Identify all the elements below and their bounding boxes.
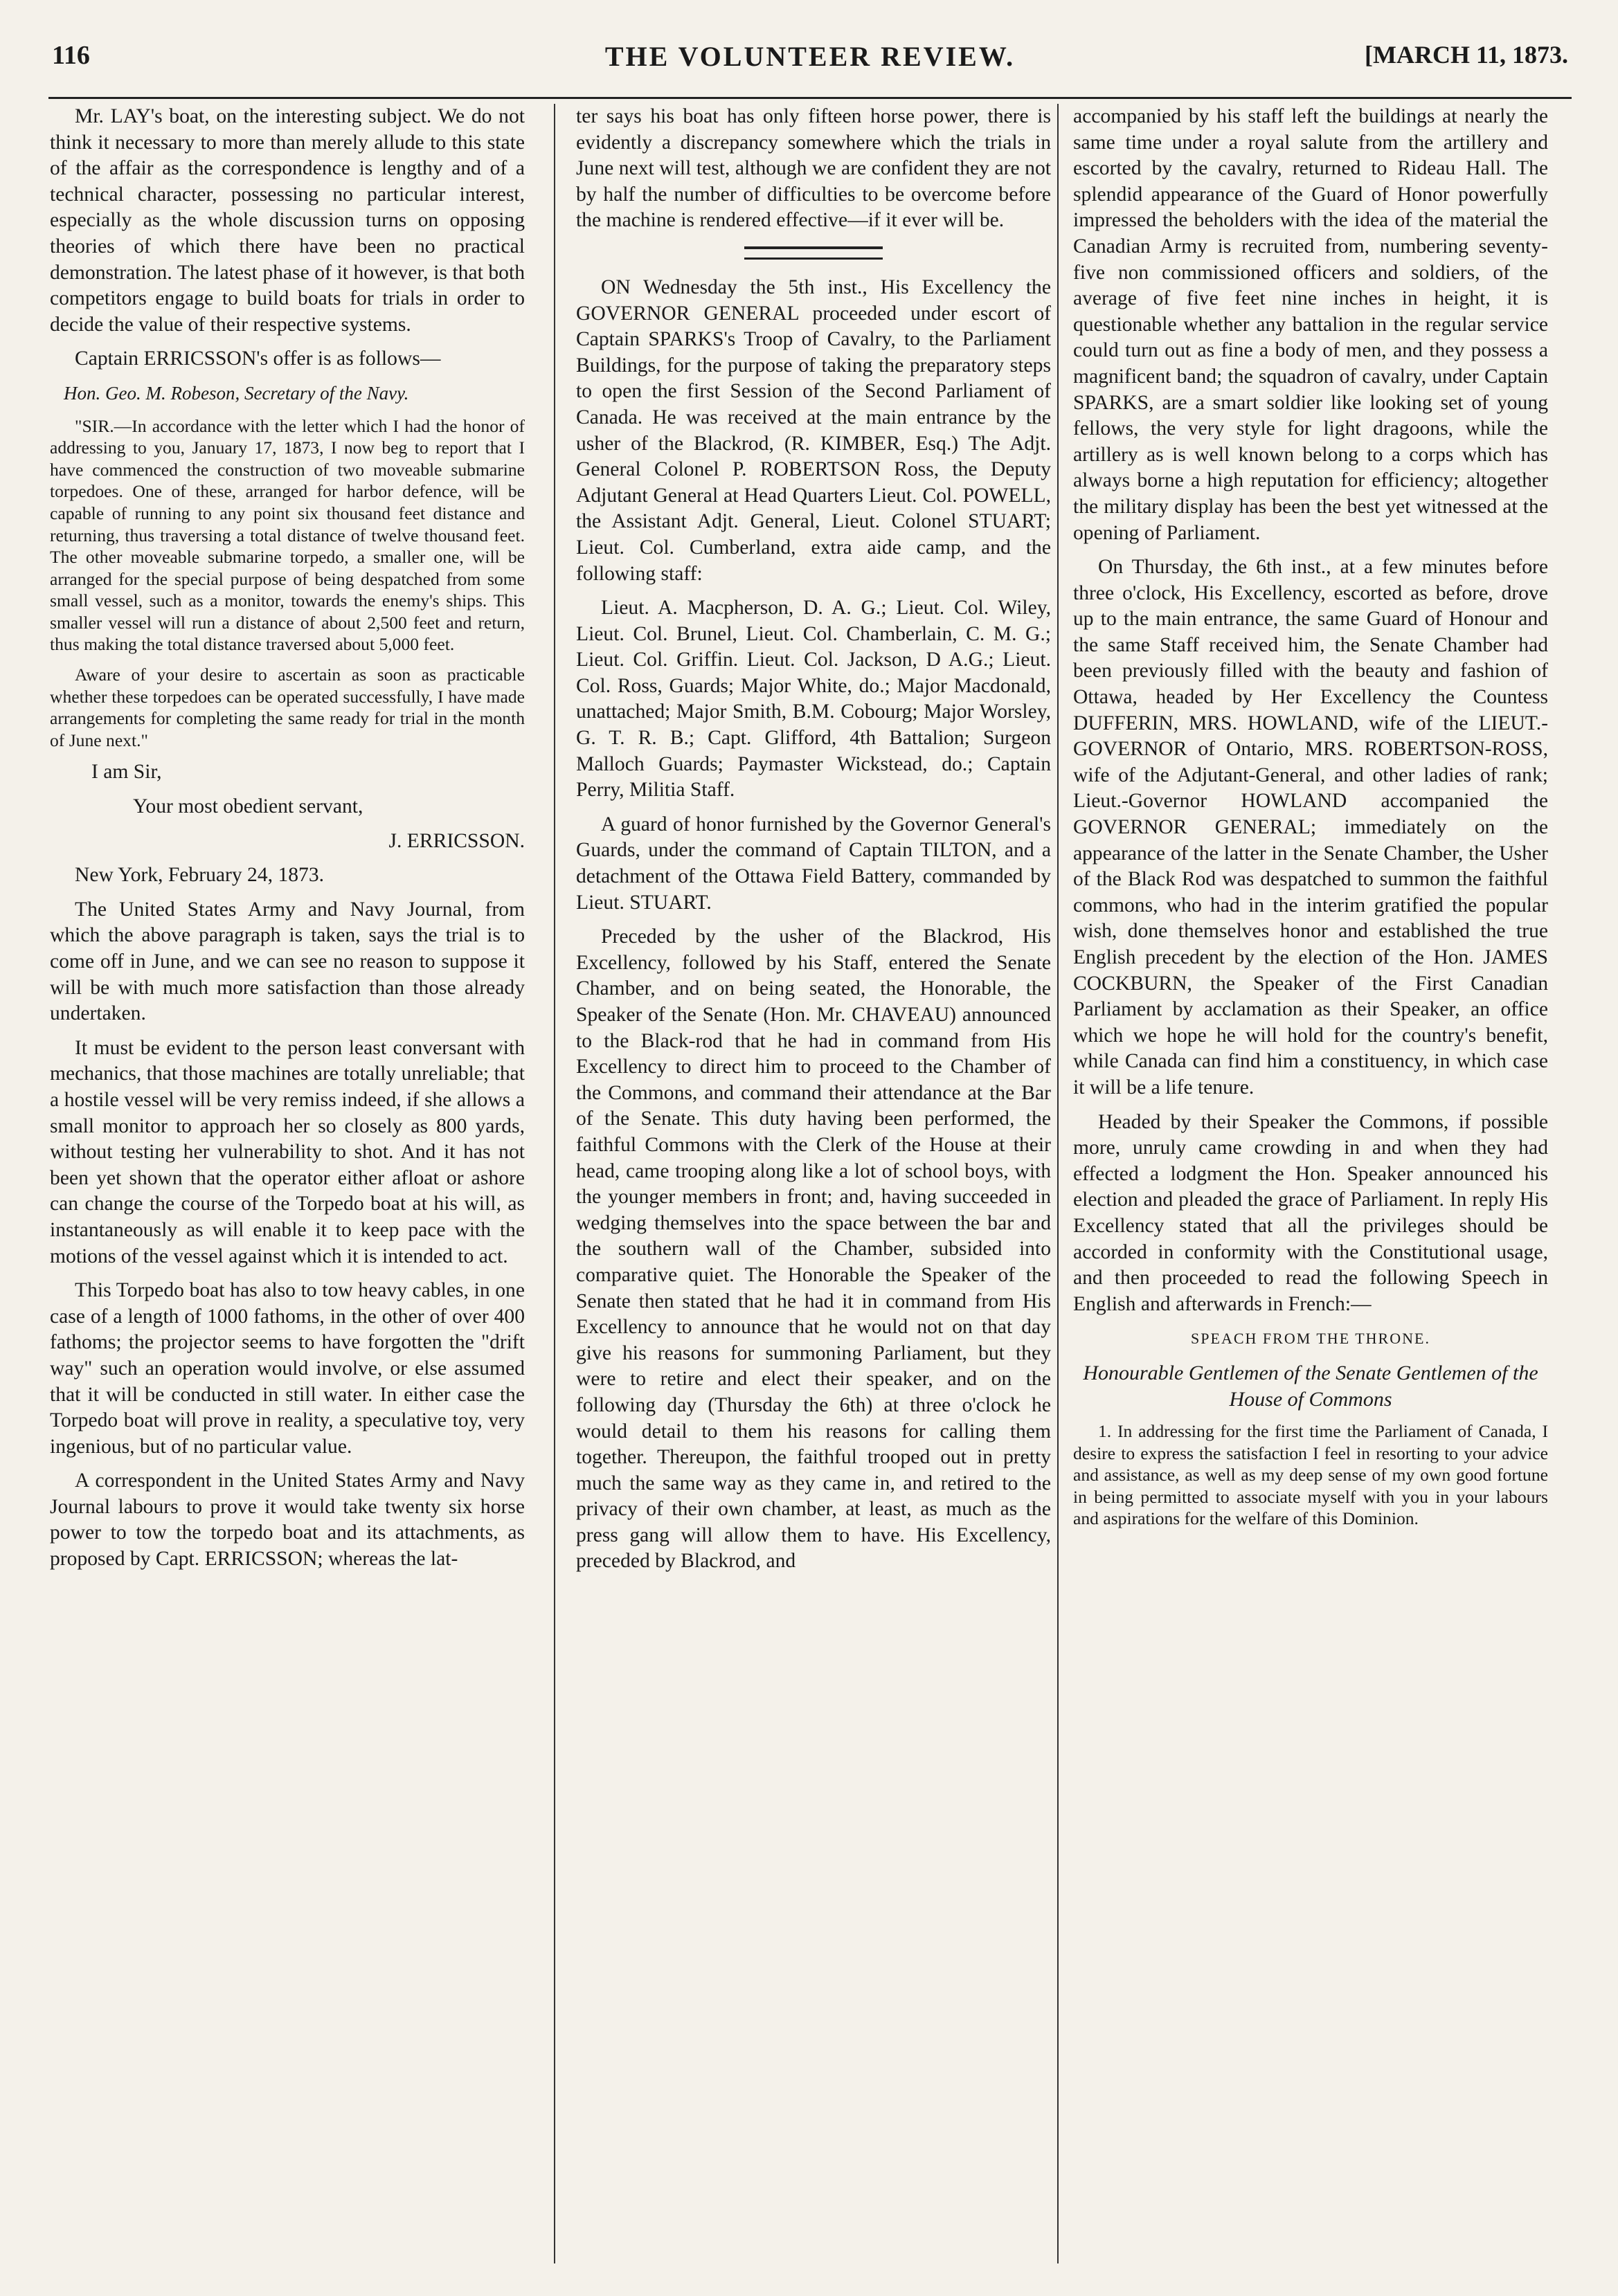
paragraph: A correspondent in the United States Army and Navy Journal labours to prove it would take twenty six horse power to tow the torpedo boat and its attachments, as proposed by Capt. ERRICSSON; whereas the lat- [50,1470,525,1571]
paragraph: Captain ERRICSSON's offer is as follows— [75,347,441,370]
dateline: New York, February 24, 1873. [75,864,325,887]
paragraph: The United States Army and Navy Journal, from which the above paragraph is taken, says the trial is to come off in June, and we can see no reason to suppose it will be with much more satisfaction than those already undertaken. [50,898,525,1025]
column-3 [1073,104,1548,2263]
paragraph: This Torpedo boat has also to tow heavy cables, in one case of a length of 1000 fathoms, in the other of over 400 fathoms; the projector seems to have forgotten the "drift way" such an operation would involve, or else assumed that it will be conducted in still water. In either case the Torpedo boat will prove in reality, a speculative toy, very ingenious, but of no particular value. [50,1279,525,1458]
section-separator [744,246,883,260]
page-header [52,40,1568,82]
paragraph: Lieut. A. Macpherson, D. A. G.; Lieut. Col. Wiley, Lieut. Col. Brunel, Lieut. Col. Chamberlain, C. M. G.; Lieut. Col. Griffin. Lieut. Col. Jackson, D A.G.; Lieut. Col. Ross, Guards; Major White, do.; Major Macdonald, unattached; Major Smith, B.M. Cobourg; Major Worsley, G. T. R. B.; Capt. Glifford, 4th Battalion; Surgeon Malloch Guards; Paymaster Wickstead, do.; Captain Perry, Militia Staff. [576,597,1051,802]
column-1 [50,104,525,2263]
paragraph: Mr. LAY's boat, on the interesting subject. We do not think it necessary to more than merely allude to this state of the affair as the correspondence is lengthy and of a technical character, possessing no particular interest, especially as the whole discussion turns on opposing theories of which there have been no practical demonstration. The latest phase of it however, is that both competitors engage to build boats for trials in order to decide the value of their respective systems. [50,105,525,336]
paragraph: accompanied by his staff left the buildings at nearly the same time under a royal salute from the artillery and escorted by the cavalry, returned to Rideau Hall. The splendid appearance of the Guard of Honor powerfully impressed the beholders with the idea of the material the Canadian Army is recruited from, numbering seventy-five non commissioned officers and soldiers, of the average of five feet nine inches in height, it is questionable whether any battalion in the regular service could turn out as fine a body of men, and they possess a magnificent band; the squadron of cavalry, under Captain SPARKS, are a smart soldier like looking set of young fellows, the very style for light dragoons, while the artillery as is well known belong to a corps which has always borne a high reputation for efficiency; altogether the military display has been the best yet witnessed at the opening of Parliament. [1073,105,1548,544]
paragraph: A guard of honor furnished by the Governor General's Guards, under the command of Captain TILTON, and a detachment of the Ottawa Field Battery, commanded by Lieut. STUART. [576,813,1051,914]
letter-closing: I am Sir, [91,761,162,784]
column-2 [576,104,1051,2263]
letter-addressee: Hon. Geo. M. Robeson, Secretary of the Navy. [64,382,409,404]
paragraph: ON Wednesday the 5th inst., His Excellency the GOVERNOR GENERAL proceeded under escort of Captain SPARKS's Troop of Cavalry, to the Parliament Buildings, for the purpose of taking the preparatory steps to open the first Session of the Second Parliament of Canada. He was received at the main entrance by the usher of the Blackrod, (R. KIMBER, Esq.) The Adjt. General Colonel P. ROBERTSON Ross, the Deputy Adjutant General at Head Quarters Lieut. Col. POWELL, the Assistant Adjt. General, Lieut. Colonel STUART; Lieut. Col. Cumberland, extra aide camp, and the following staff: [576,275,1051,585]
paragraph: Preceded by the usher of the Blackrod, His Excellency, followed by his Staff, entered the Senate Chamber, and on being seated, the Honorable, the Speaker of the Senate (Hon. Mr. CHAVEAU) announced to the Black-rod that he had in command from His Excellency to direct him to proceed to the Chamber of the Commons, and command their attendance at the Bar of the Senate. This duty having been performed, the faithful Commons with the Clerk of the House at their head, came trooping along like a lot of school boys, with the younger members in front; and, having succeeded in wedging themselves into the space between the bar and the southern wall of the Chamber, subsided into comparative quiet. The Honorable the Speaker of the Senate then stated that he had it in command from His Excellency to announce that he would not on that day give his reasons for summoning Parliament, but they were to retire and elect their speaker, and on the following day (Thursday the 6th) at three o'clock he would detail to them his reasons for calling them together. Thereupon, the faithful trooped out in pretty much the same way as they came in, and retired to the privacy of their own chamber, at least, as much as the press gang will allow them to have. His Excellency, preceded by Blackrod, and [576,925,1051,1573]
letter-signature: J. ERRICSSON. [388,829,525,852]
letter-body: Aware of your desire to ascertain as soon as practicable whether these torpedoes can be operated successfully, I have made arrangements for completing the same ready for trial in the month of June next." [50,665,525,750]
paragraph: Headed by their Speaker the Commons, if possible more, unruly came crowding in and when they had effected a lodgment the Hon. Speaker announced his election and pleaded the grace of Parliament. In reply His Excellency stated that all the privileges should be accorded in conformity with the Constitutional usage, and then proceeded to read the following Speech in English and afterwards in French:— [1073,1110,1548,1315]
speech-address: Honourable Gentlemen of the Senate Gentlemen of the House of Commons [1083,1361,1538,1411]
journal-title: THE VOLUNTEER REVIEW. [604,41,1016,72]
column-divider [554,104,555,2263]
column-divider [1057,104,1059,2263]
issue-date: [MARCH 11, 1873. [1365,41,1568,69]
letter-body: "SIR.—In accordance with the letter which I had the honor of addressing to you, January 17, 1873, I now beg to report that I have commenced the construction of two moveable submarine torpedoes. One of these, arranged for harbor defence, will be capable of running to any point six thousand feet distance and returning, thus traversing a total distance of twelve thousand feet. The other moveable submarine torpedo, a smaller one, will be arranged for the special purpose of being despatched from some small vessel, such as a monitor, towards the enemy's ships. This smaller vessel will run a distance of about 2,500 feet and return, thus making the total distance traversed about 5,000 feet. [50,415,525,655]
paragraph: ter says his boat has only fifteen horse power, there is evidently a discrepancy somewhere which the trials in June next will test, although we are confident they are not by half the number of difficulties to be overcome before the machine is rendered effective—if it ever will be. [576,105,1051,232]
speech-paragraph: 1. In addressing for the first time the Parliament of Canada, I desire to express the satisfaction I feel in resorting to your advice and assistance, as well as my deep sense of my own good fortune in being permitted to associate myself with you in your labours and aspirations for the welfare of this Dominion. [1073,1421,1548,1529]
letter-closing: Your most obedient servant, [133,795,363,818]
page-number: 116 [52,41,90,70]
header-rule [48,97,1572,99]
section-heading: SPEACH FROM THE THRONE. [1191,1330,1430,1348]
paragraph: On Thursday, the 6th inst., at a few minutes before three o'clock, His Excellency, escorted as before, drove up to the main entrance, the same Guard of Honour and the same Staff received him, the Senate Chamber had been previously filled with the beauty and fashion of Ottawa, headed by Her Excellency the Countess DUFFERIN, MRS. HOWLAND, wife of the LIEUT.-GOVERNOR of Ontario, MRS. ROBERTSON-ROSS, wife of the Adjutant-General, and other ladies of rank; Lieut.-Governor HOWLAND accompanied the GOVERNOR GENERAL; immediately on the appearance of the latter in the Senate Chamber, the Usher of the Black Rod was despatched to summon the faithful commons, who had in the interim gratified the popular wish, done themselves honor and established the true English precedent by the election of the Hon. JAMES COCKBURN, the Speaker of the First Canadian Parliament by acclamation as their Speaker, an office which we hope he will hold for the country's benefit, while Canada can find him a constituency, in which case it will be a life tenure. [1073,556,1548,1099]
paragraph: It must be evident to the person least conversant with mechanics, that those machines are totally unreliable; that a hostile vessel will be very remiss indeed, if she allows a small monitor to approach her so closely as 800 yards, without testing her vulnerability to shot. And it has not been yet shown that the operator either afloat or ashore can change the course of the Torpedo boat at his will, as instantaneously as will enable it to keep pace with the motions of the vessel against which it is intended to act. [50,1036,525,1267]
